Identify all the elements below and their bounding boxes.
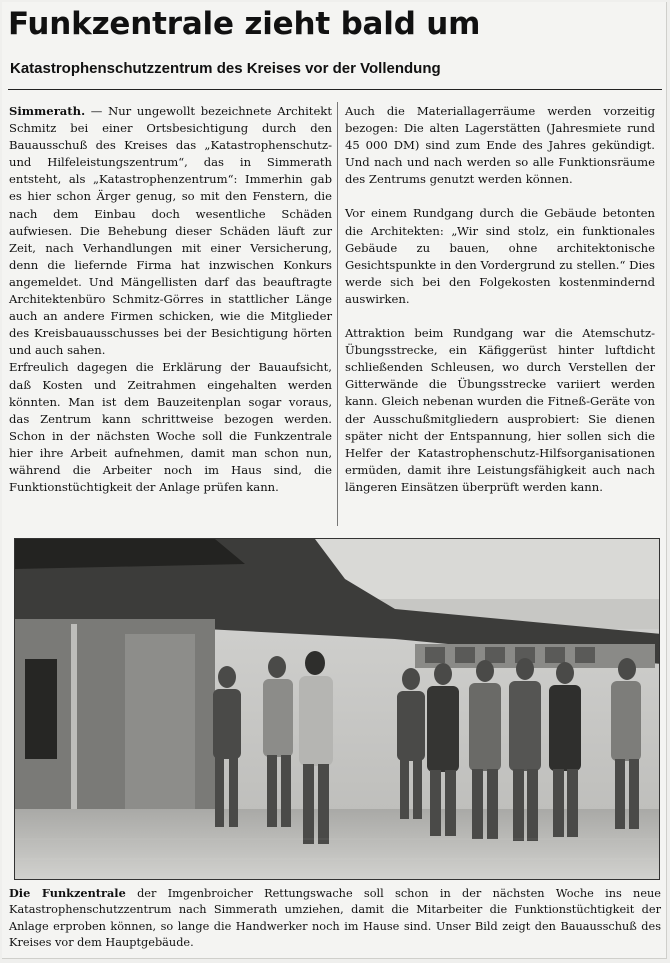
headline-rule — [8, 89, 662, 90]
article-column-right — [345, 103, 655, 496]
article-column-left — [9, 103, 332, 496]
right-paragraph-1: Auch die Materiallagerräume werden vorzeitig bezogen: Die alten Lagerstätten (Jahresmiete rund 45 000 DM) sind zum Ende des Jahres gekündigt. Und nach und nach werden so alle Funktionsräume des Zentrums genutzt werden können. — [345, 104, 655, 187]
news-photo — [14, 538, 660, 880]
right-paragraph-2: Vor einem Rundgang durch die Gebäude betonten die Architekten: „Wir sind stolz, ein funktionales Gebäude zu bauen, ohne architektonische Gesichtspunkte in den Vordergrund zu stellen.“ Dies werde sich bei den Folgekosten kostenmindernd auswirken. — [345, 206, 655, 306]
photo-building-with-committee — [15, 539, 660, 880]
caption-lead: Die Funkzentrale — [9, 886, 126, 900]
newspaper-clipping — [2, 2, 667, 959]
headline: Funkzentrale zieht bald um — [8, 6, 481, 42]
left-paragraph-2: Erfreulich dagegen die Erklärung der Bauaufsicht, daß Kosten und Zeitrahmen eingehalten werden könnten. Man ist dem Bauzeitenplan sogar voraus, das Zentrum kann schrittweise bezogen werden. Schon in der nächsten Woche soll die Funkzentrale hier ihre Arbeit aufnehmen, damit man schon nun, während die Arbeiter noch im Haus sind, die Funktionstüchtigkeit der Anlage prüfen kann. — [9, 360, 332, 495]
left-paragraph-1-text: — Nur ungewollt bezeichnete Architekt Schmitz bei einer Ortsbesichtigung durch den Bauausschuß des Kreises das „Katastrophenschutz- und Hilfeleistungszentrum“, das in Simmerath entsteht, als „Katastrophenzentrum“: Immerhin gab es hier schon Ärger genug, so mit den Fenstern, die nach dem Einbau doch wesentliche Schäden aufwiesen. Die Behebung dieser Schäden läuft zur Zeit, nach Verhandlungen mit einer Versicherung, denn die liefernde Firma hat inzwischen Konkurs angemeldet. Und Mängellisten darf das beauftragte Architektenbüro Schmitz-Görres in stattlicher Länge auch an andere Firmen schicken, wie die Mitglieder des Kreisbauausschusses bei der Besichtigung hörten und auch sahen. — [9, 104, 332, 358]
dateline: Simmerath. — [9, 104, 86, 118]
subheadline: Katastrophenschutzzentrum des Kreises vor der Vollendung — [10, 60, 441, 77]
photo-caption — [9, 885, 661, 951]
left-paragraph-1 — [9, 103, 332, 359]
column-divider — [337, 102, 338, 526]
caption-text: der Imgenbroicher Rettungswache soll schon in der nächsten Woche ins neue Katastrophenschutzzentrum nach Simmerath umziehen, damit die Mitarbeiter die Funktionstüchtigkeit der Anlage erproben können, so lange die Handwerker noch im Hause sind. Unser Bild zeigt den Bauausschuß des Kreises vor dem Hauptgebäude. — [9, 887, 661, 949]
right-paragraph-3: Attraktion beim Rundgang war die Atemschutz-Übungsstrecke, ein Käfiggerüst hinter luftdicht schließenden Schleusen, wo durch Verstellen der Gitterwände die Übungsstrecke variiert werden kann. Gleich nebenan wurden die Fitneß-Geräte von der Ausschußmitgliedern ausprobiert: Sie dienen später nicht der Entspannung, hier sollen sich die Helfer der Katastrophenschutz-Hilfsorganisationen ermüden, damit ihre Leistungsfähigkeit auch nach längeren Einsätzen überprüft werden kann. — [345, 326, 655, 494]
